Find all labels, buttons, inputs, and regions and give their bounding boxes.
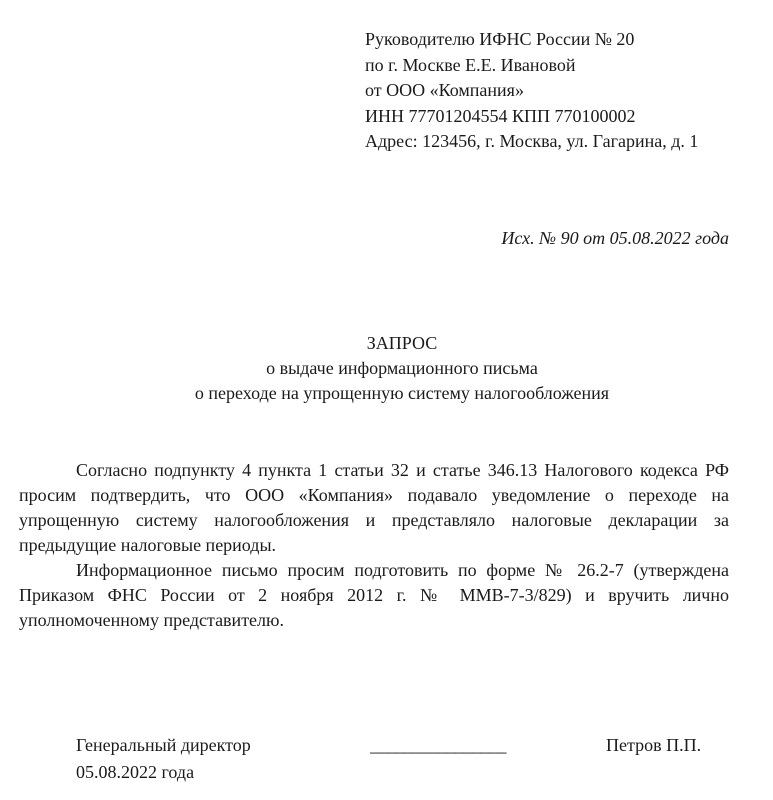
body-text — [19, 458, 729, 633]
body-paragraph: Информационное письмо просим подготовить по форме № 26.2-7 (утверждена Приказом ФНС России от 2 ноября 2012 г. № ММВ-7-3/829) и вручить лично уполномоченному представителю. — [19, 560, 729, 630]
signature-date: 05.08.2022 года — [76, 762, 195, 782]
title-heading: ЗАПРОС — [366, 333, 438, 353]
body-paragraph: Согласно подпункту 4 пункта 1 статьи 32 и статье 346.13 Налогового кодекса РФ просим подтвердить, что ООО «Компания» подавало уведомление о переходе на упрощенную систему налогообложения и представляло налоговые декларации за предыдущие налоговые периоды. — [19, 460, 729, 555]
signer-role: Генеральный директор — [76, 735, 251, 755]
signature-block — [0, 735, 773, 795]
addressee-line: Руководителю ИФНС России № 20 — [365, 29, 635, 49]
addressee-line: ИНН 77701204554 КПП 770100002 — [365, 105, 636, 126]
title-subline: о переходе на упрощенную систему налогообложения — [194, 383, 610, 403]
signature-line: ________________ — [370, 735, 506, 755]
addressee-line: по г. Москве Е.Е. Ивановой — [365, 54, 576, 75]
outgoing-number: Исх. № 90 от 05.08.2022 года — [501, 228, 729, 248]
addressee-line: от ООО «Компания» — [365, 80, 524, 100]
document-title — [0, 331, 773, 406]
addressee-line: Адрес: 123456, г. Москва, ул. Гагарина, д. 1 — [365, 131, 699, 151]
signer-name: Петров П.П. — [606, 735, 702, 755]
title-subline: о выдаче информационного письма — [266, 358, 538, 378]
addressee-block — [365, 27, 698, 155]
